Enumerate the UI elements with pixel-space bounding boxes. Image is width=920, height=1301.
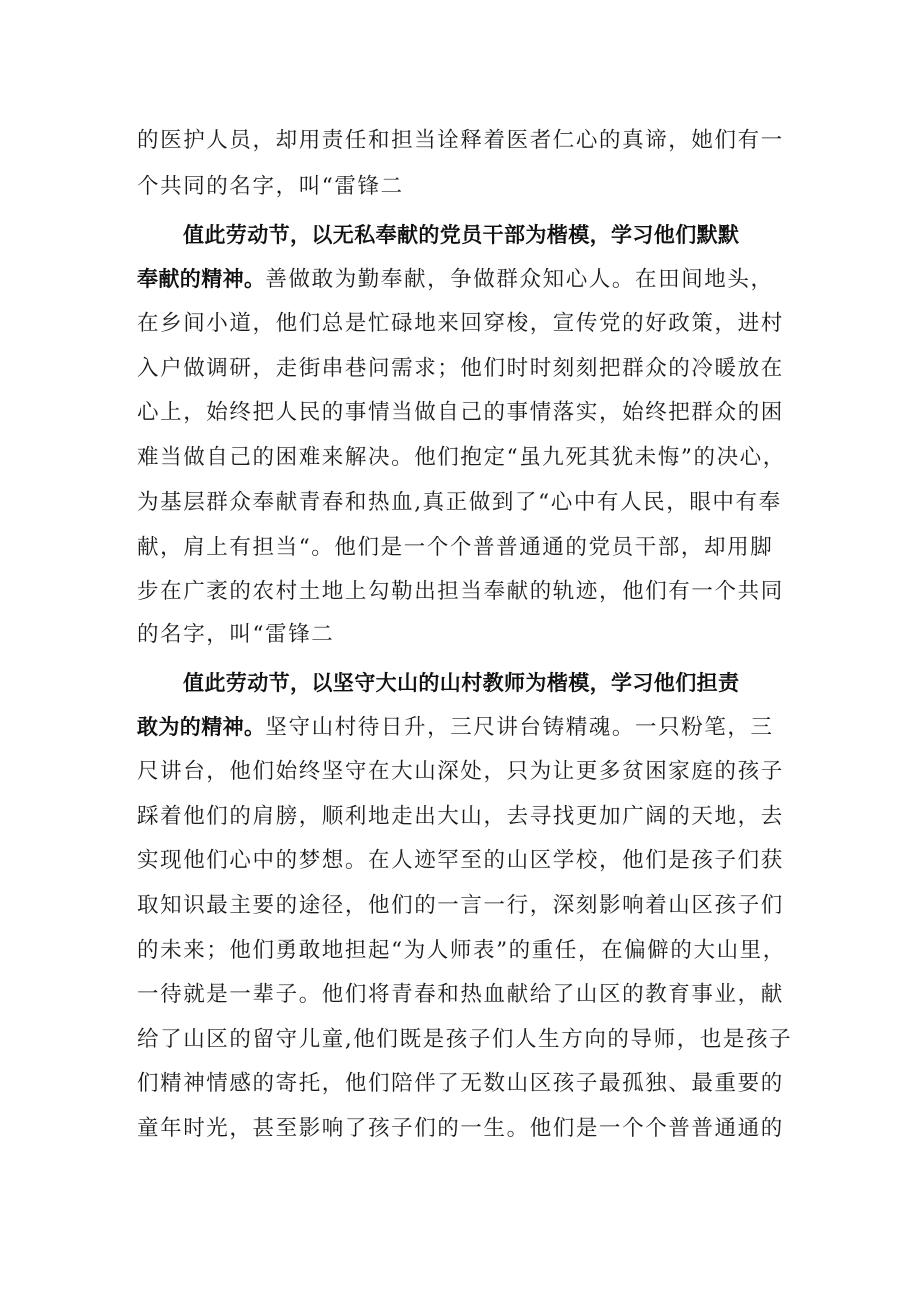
line-text: 在乡间小道，他们总是忙碌地来回穿梭，宣传党的好政策，进村	[137, 311, 784, 336]
paragraph-3-line-3	[137, 755, 784, 789]
line-text: 尺讲台，他们始终坚守在大山深处，只为让更多贫困家庭的孩子	[137, 759, 784, 784]
paragraph-2-line-3	[137, 307, 784, 341]
paragraph-lead: 敢为的精神。	[137, 715, 266, 739]
paragraph-2-line-5	[137, 396, 784, 430]
line-text: 的医护人员，却用责任和担当诠释着医者仁心的真谛，她们有一	[137, 128, 784, 153]
paragraph-3-line-6	[137, 889, 784, 923]
paragraph-2-line-8	[137, 531, 773, 565]
paragraph-3-line-4	[137, 800, 784, 834]
line-text: 实现他们心中的梦想。在人迹罕至的山区学校，他们是孩子们获	[137, 848, 784, 873]
line-text: 入户做调研，走街串巷问需求；他们时时刻刻把群众的冷暖放在	[137, 356, 784, 381]
line-text: 难当做自己的困难来解决。他们抱定“虽九死其犹未悔”的决心，	[137, 445, 786, 470]
line-text: 坚守山村待日升，三尺讲台铸精魂。一只粉笔，三	[265, 715, 774, 740]
line-text: 童年时光，甚至影响了孩子们的一生。他们是一个个普普通通的	[137, 1116, 784, 1141]
line-text: 们精神情感的寄托，他们陪伴了无数山区孩子最孤独、最重要的	[137, 1071, 784, 1096]
paragraph-3-line-8	[137, 978, 784, 1012]
line-text: 善做敢为勤奉献，争做群众知心人。在田间地头，	[265, 267, 774, 292]
paragraph-2-line-6	[137, 441, 786, 475]
paragraph-lead: 值此劳动节，以坚守大山的山村教师为楷模，学习他们担责	[183, 671, 740, 695]
paragraph-2-line-1	[183, 218, 739, 252]
paragraph-1-line-2	[137, 170, 404, 204]
paragraph-1-line-1	[137, 124, 784, 158]
paragraph-3-line-9	[137, 1023, 792, 1057]
line-text: 献，肩上有担当“。他们是一个个普普通通的党员干部，却用脚	[137, 535, 774, 560]
line-text: 给了山区的留守儿童,他们既是孩子们人生方向的导师，也是孩子	[137, 1027, 793, 1052]
paragraph-3-line-2	[137, 710, 774, 744]
paragraph-lead: 奉献的精神。	[137, 267, 266, 291]
paragraph-3-line-10	[137, 1067, 784, 1101]
paragraph-lead: 值此劳动节，以无私奉献的党员干部为楷模，学习他们默默	[183, 223, 740, 247]
line-text: 为基层群众奉献青春和热血,真正做到了“心中有人民，眼中有奉	[137, 490, 782, 515]
line-text: 取知识最主要的途径，他们的一言一行，深刻影响着山区孩子们	[137, 893, 784, 918]
line-text: 的未来；他们勇敢地担起“为人师表”的重任，在偏僻的大山里，	[137, 938, 786, 963]
line-text: 步在广袤的农村土地上勾勒出担当奉献的轨迹，他们有一个共同	[137, 579, 784, 604]
paragraph-2-line-10	[137, 618, 334, 652]
paragraph-3-line-1	[183, 666, 739, 700]
line-text: 一待就是一辈子。他们将青春和热血献给了山区的教育事业，献	[137, 982, 784, 1007]
paragraph-2-line-4	[137, 352, 784, 386]
paragraph-2-line-9	[137, 575, 784, 609]
line-text: 的名字，叫“雷锋二	[137, 622, 335, 647]
paragraph-3-line-11	[137, 1112, 784, 1146]
line-text: 踩着他们的肩膀，顺利地走出大山，去寻找更加广阔的天地，去	[137, 804, 784, 829]
paragraph-2-line-7	[137, 486, 782, 520]
line-text: 个共同的名字，叫“雷锋二	[137, 174, 404, 199]
line-text: 心上，始终把人民的事情当做自己的事情落实，始终把群众的困	[137, 400, 784, 425]
paragraph-3-line-7	[137, 934, 786, 968]
paragraph-2-line-2	[137, 262, 774, 296]
paragraph-3-line-5	[137, 844, 784, 878]
